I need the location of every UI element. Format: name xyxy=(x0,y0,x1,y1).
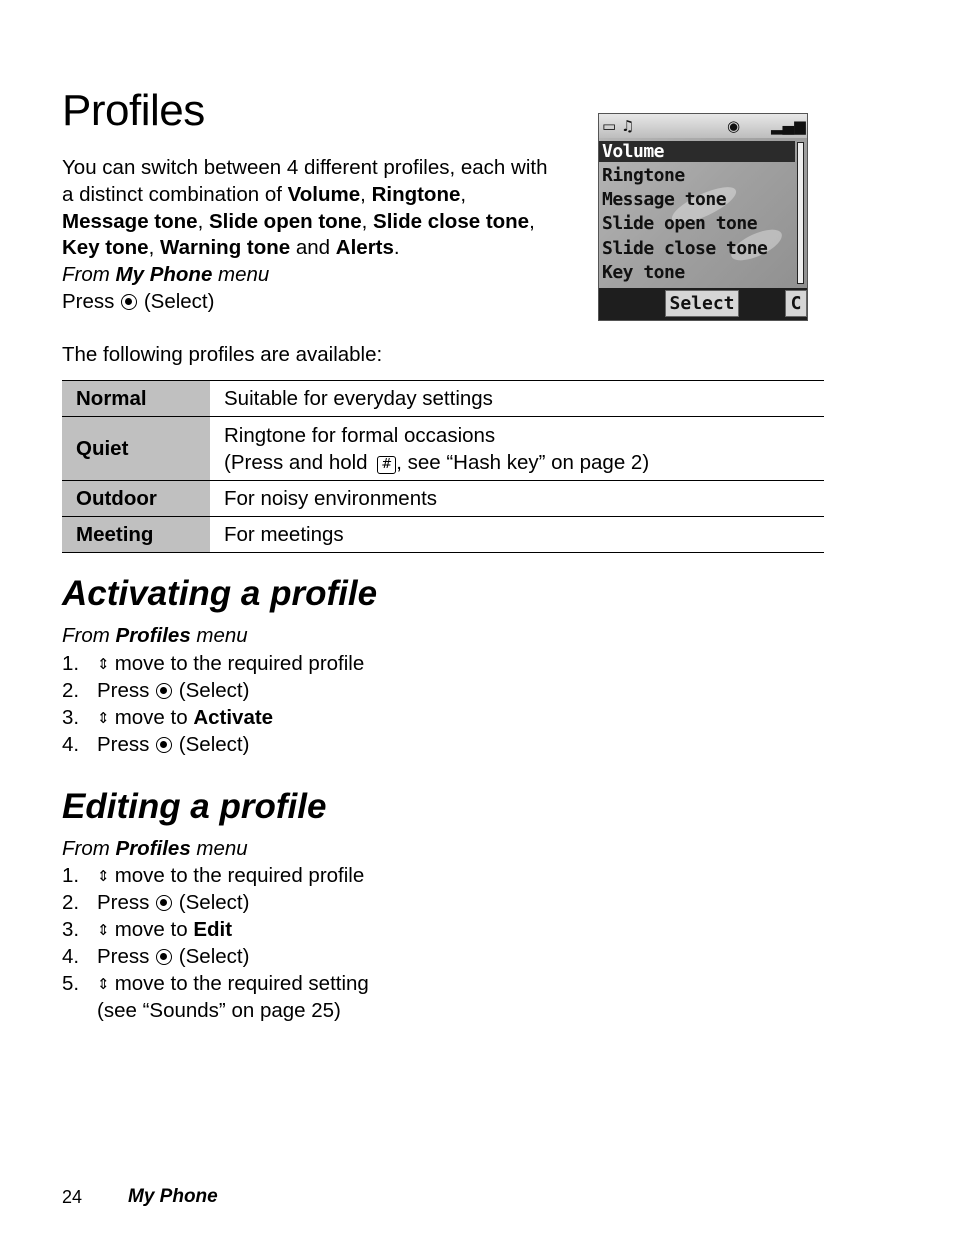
intro-line-3: Message tone, Slide open tone, Slide close tone, xyxy=(62,209,535,233)
select-key-icon xyxy=(156,683,172,699)
profile-icon: ♫ xyxy=(621,117,635,135)
footer-section-title: My Phone xyxy=(128,1186,218,1207)
editing-steps xyxy=(62,862,369,1024)
activating-from-menu: From Profiles menu xyxy=(62,624,248,647)
profile-name: Normal xyxy=(62,381,210,417)
table-row xyxy=(62,481,824,517)
intro-from-menu: From My Phone menu xyxy=(62,263,270,287)
page-number: 24 xyxy=(62,1187,83,1207)
phone-status-bar xyxy=(599,114,807,138)
phone-menu-item[interactable]: Message tone xyxy=(602,189,727,210)
navigation-key-icon: ⇕ xyxy=(97,655,110,673)
intro-press-select: Press (Select) xyxy=(62,289,215,313)
list-item: 4. Press (Select) xyxy=(62,733,250,756)
phone-softkey-bar xyxy=(599,288,807,320)
page-title: Profiles xyxy=(62,86,205,135)
intro-line-1: You can switch between 4 different profiles, each with xyxy=(62,156,548,179)
table-row xyxy=(62,417,824,481)
signal-icon: ▂▄▆ xyxy=(771,117,806,135)
list-item: 1. ⇕ move to the required profile xyxy=(62,864,365,887)
profile-description: Suitable for everyday settings xyxy=(210,381,824,417)
navigation-key-icon: ⇕ xyxy=(97,867,110,885)
profiles-table xyxy=(62,380,824,553)
phone-menu-item[interactable]: Slide open tone xyxy=(602,213,758,234)
list-item: 1. ⇕ move to the required profile xyxy=(62,652,365,675)
softkey-select[interactable]: Select xyxy=(665,290,739,317)
phone-scrollbar[interactable] xyxy=(797,142,804,284)
activating-heading: Activating a profile xyxy=(62,574,378,613)
select-key-icon xyxy=(156,949,172,965)
intro-line-4: Key tone, Warning tone and Alerts. xyxy=(62,236,400,260)
list-item: 3. ⇕ move to Activate xyxy=(62,706,274,729)
profile-description: For meetings xyxy=(210,517,824,553)
softkey-clear[interactable]: C xyxy=(785,290,807,317)
battery-icon: ▭ xyxy=(602,117,617,135)
table-row xyxy=(62,381,824,417)
intro-paragraph xyxy=(62,155,582,316)
activating-steps xyxy=(62,650,364,758)
phone-menu-item[interactable]: Slide close tone xyxy=(602,238,768,259)
profile-name: Quiet xyxy=(62,417,210,481)
phone-menu-item[interactable]: Ringtone xyxy=(602,165,685,186)
list-item: 5. ⇕ move to the required setting (see “Sounds” on page 25) xyxy=(62,972,369,1022)
phone-menu-item[interactable]: Volume xyxy=(599,141,795,162)
profile-name: Outdoor xyxy=(62,481,210,517)
navigation-key-icon: ⇕ xyxy=(97,921,110,939)
editing-from-menu: From Profiles menu xyxy=(62,837,248,860)
available-profiles-text: The following profiles are available: xyxy=(62,343,383,366)
intro-line-2: a distinct combination of Volume, Ringtone, xyxy=(62,182,467,206)
profile-description: Ringtone for formal occasions (Press and hold # , see “Hash key” on page 2) xyxy=(210,417,824,481)
list-item: 3. ⇕ move to Edit xyxy=(62,918,233,941)
select-key-icon xyxy=(156,737,172,753)
profile-description: For noisy environments xyxy=(210,481,824,517)
list-item: 4. Press (Select) xyxy=(62,945,250,968)
hash-key-icon: # xyxy=(377,456,396,474)
profile-name: Meeting xyxy=(62,517,210,553)
table-row xyxy=(62,517,824,553)
select-key-icon xyxy=(121,294,137,310)
navigation-key-icon: ⇕ xyxy=(97,975,110,993)
navigation-key-icon: ⇕ xyxy=(97,709,110,727)
phone-menu-item[interactable]: Key tone xyxy=(602,262,685,283)
list-item: 2. Press (Select) xyxy=(62,679,250,702)
ringer-icon: ◉ xyxy=(727,117,741,135)
select-key-icon xyxy=(156,895,172,911)
list-item: 2. Press (Select) xyxy=(62,891,250,914)
editing-heading: Editing a profile xyxy=(62,787,327,826)
phone-screenshot xyxy=(598,113,808,321)
